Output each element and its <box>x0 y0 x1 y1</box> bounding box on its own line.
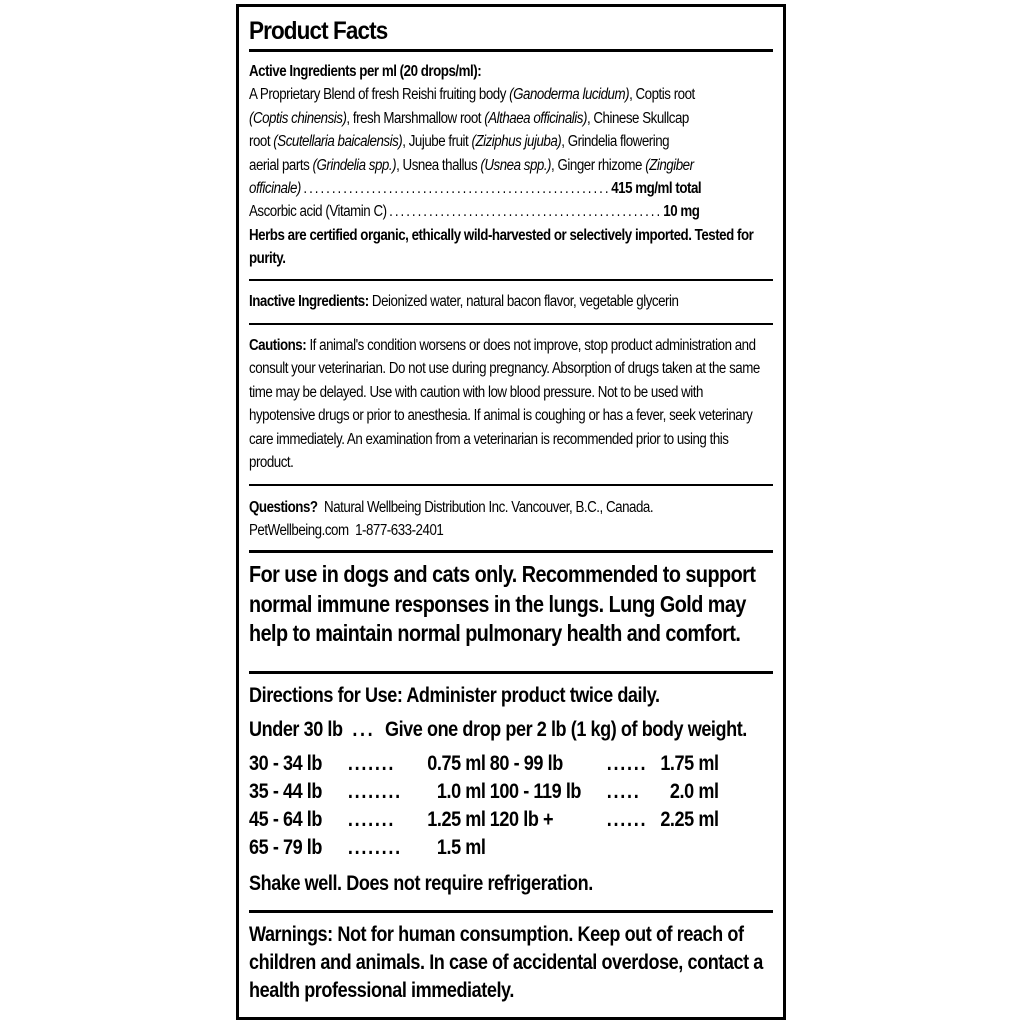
blend-text: , Coptis root <box>629 86 695 104</box>
leader-dots: ....... <box>347 807 396 831</box>
dosage-row <box>490 750 731 778</box>
storage-note: Shake well. Does not require refrigeration. <box>249 871 593 895</box>
blend-latin: (Scutellaria baicalensis) <box>273 133 403 151</box>
directions-section <box>249 674 773 902</box>
blend-latin: (Usnea spp.) <box>480 156 552 174</box>
under-30-weight: Under 30 lb <box>249 717 343 741</box>
blend-latin: (Althaea officinalis) <box>484 109 587 127</box>
blend-text: aerial parts <box>249 156 313 174</box>
vitamin-c-label: Ascorbic acid (Vitamin C) <box>249 203 387 221</box>
dosage-weight: 120 lb + <box>489 807 554 831</box>
dosage-weight: 30 - 34 lb <box>249 751 323 775</box>
cautions-section <box>249 325 772 483</box>
blend-text: , Grindelia flowering <box>561 133 670 151</box>
questions-label: Questions? <box>249 498 318 516</box>
inactive-label: Inactive Ingredients: <box>249 292 369 310</box>
dosage-amount: 2.25 ml <box>660 807 719 831</box>
leader-dots: ....... <box>347 751 396 775</box>
vitamin-c-row <box>249 200 701 223</box>
leader-dots <box>389 200 661 223</box>
directions-heading: Directions for Use: Administer product twice daily. <box>249 683 660 707</box>
blend-text: , Ginger rhizome <box>551 156 646 174</box>
dosage-weight: 100 - 119 lb <box>489 779 582 803</box>
leader-dots: ...... <box>606 751 648 775</box>
blend-latin: (Zingiber <box>645 156 694 174</box>
warnings-text: Not for human consumption. Keep out of reach of children and animals. In case of accidental overdose, contact a health professional immediately. <box>249 922 763 1002</box>
blend-text: A Proprietary Blend of fresh Reishi fruiting body <box>249 86 510 104</box>
dosage-weight: 65 - 79 lb <box>249 835 323 859</box>
dosage-amount: 1.0 ml <box>436 779 486 803</box>
inactive-text: Deionized water, natural bacon flavor, vegetable glycerin <box>368 292 679 310</box>
leader-dots: ..... <box>606 779 641 803</box>
blend-line-3 <box>249 130 772 153</box>
dosage-row <box>490 778 731 806</box>
active-ingredients-section <box>249 52 772 279</box>
blend-latin: (Grindelia spp.) <box>312 156 397 174</box>
blend-latin: (Ziziphus jujuba) <box>471 133 562 151</box>
dosage-table <box>249 750 719 862</box>
dosage-amount: 2.0 ml <box>669 779 719 803</box>
warnings-label: Warnings: <box>249 922 333 946</box>
blend-total-row <box>249 177 701 200</box>
cautions-text: If animal's condition worsens or does not improve, stop product administration and consult your veterinarian. Do not use during pregnancy. Absorption of drugs taken at the same time may be delayed. Use with caution with low blood pressure. Not to be used with hypotensive drugs or prior to anesthesia. If animal is coughing or has a fever, seek veterinary care immediately. An examination from a veterinarian is recommended prior to using this product. <box>249 337 760 472</box>
inactive-ingredients-section <box>249 281 772 323</box>
dosage-row <box>249 778 490 806</box>
under-30-instruction: Give one drop per 2 lb (1 kg) of body weight. <box>384 717 747 741</box>
dosage-amount: 1.25 ml <box>427 807 486 831</box>
blend-text: , Chinese Skullcap <box>586 109 689 127</box>
panel-title: Product Facts <box>249 17 388 45</box>
dosage-row <box>249 834 490 862</box>
leader-dots: ........ <box>347 779 402 803</box>
product-facts-panel <box>236 4 786 1020</box>
cautions-label: Cautions: <box>249 337 307 355</box>
blend-latin: officinale) <box>249 180 301 198</box>
dosage-weight: 45 - 64 lb <box>249 807 323 831</box>
blend-text: , Jujube fruit <box>402 133 472 151</box>
dosage-column-left <box>249 750 490 862</box>
blend-line-2 <box>249 107 772 130</box>
dosage-amount: 1.5 ml <box>436 835 486 859</box>
dosage-weight: 35 - 44 lb <box>249 779 323 803</box>
blend-text: , fresh Marshmallow root <box>346 109 485 127</box>
leader-dots: ...... <box>606 807 648 831</box>
blend-latin: (Ganoderma lucidum) <box>509 86 630 104</box>
dosage-amount: 1.75 ml <box>660 751 719 775</box>
vitamin-c-value: 10 mg <box>663 203 700 221</box>
blend-line-4 <box>249 154 772 177</box>
dosage-amount: 0.75 ml <box>427 751 486 775</box>
dosage-row <box>249 806 490 834</box>
dosage-row <box>249 750 490 778</box>
questions-company: Natural Wellbeing Distribution Inc. Vancouver, B.C., Canada. <box>317 498 654 516</box>
blend-text: , Usnea thallus <box>396 156 481 174</box>
warnings-section <box>249 913 772 1005</box>
dosage-column-right <box>490 750 731 862</box>
leader-dots: ... <box>352 717 376 741</box>
blend-line-1 <box>249 83 772 106</box>
use-statement: For use in dogs and cats only. Recommended to support normal immune responses in the lungs. Lung Gold may help to maintain normal pulmonary health and comfort. <box>249 561 756 647</box>
dosage-weight: 80 - 99 lb <box>489 751 563 775</box>
active-heading: Active Ingredients per ml (20 drops/ml): <box>249 63 482 80</box>
blend-text: root <box>249 133 274 151</box>
dosage-row <box>490 806 731 834</box>
questions-contact: PetWellbeing.com 1-877-633-2401 <box>249 521 444 539</box>
leader-dots <box>303 177 608 200</box>
questions-section <box>249 486 772 549</box>
blend-total-value: 415 mg/ml total <box>611 180 702 198</box>
under-30-row <box>249 716 772 744</box>
blend-latin: (Coptis chinensis) <box>249 109 347 127</box>
organic-note: Herbs are certified organic, ethically wild-harvested or selectively imported. Tested for purity. <box>249 226 754 268</box>
leader-dots: ........ <box>347 835 402 859</box>
